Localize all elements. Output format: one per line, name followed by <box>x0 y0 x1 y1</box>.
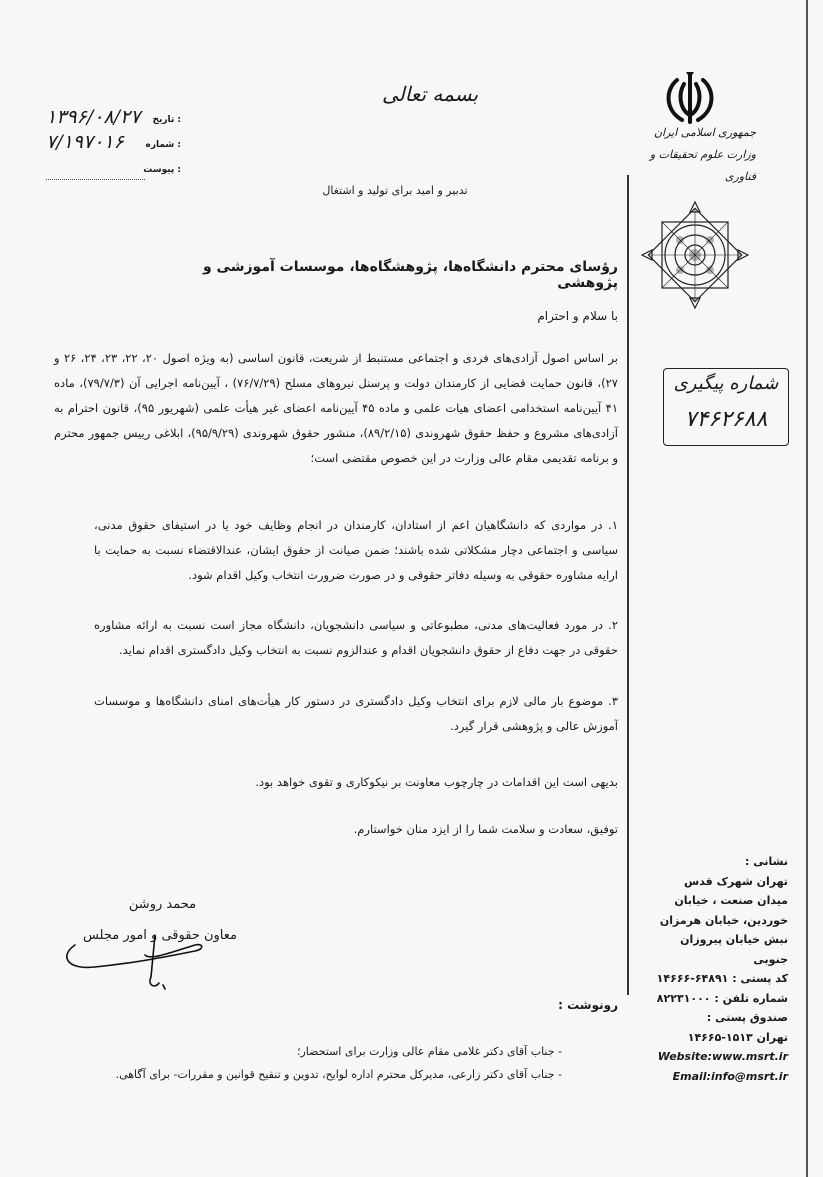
pobox-label: صندوق پستی : <box>706 1011 788 1024</box>
iran-emblem-icon <box>660 70 720 128</box>
date-field <box>46 106 181 132</box>
sidebar-divider <box>627 175 629 995</box>
address-line-4: نبش خیابان پیروزان جنوبی <box>680 933 788 966</box>
republic-name: جمهوری اسلامی ایران <box>653 126 756 139</box>
item-2-paragraph: ۲. در مورد فعالیت‌های مدنی، مطبوعاتی و سیاسی دانشجویان، دانشگاه مجاز است نسبت به ارائه مشاوره حقوقی در جهت دفاع از حقوق دانشجویان اقدام و عندالزوم نسبت به انتخاب وکیل دادگستری اقدام نماید. <box>94 618 618 657</box>
signatory-title: معاون حقوقی و امور مجلس <box>82 928 237 943</box>
number-field <box>46 131 181 157</box>
item-1-paragraph: ۱. در مواردی که دانشگاهیان اعم از استادان، کارمندان در انجام وظایف خود یا در استیفای حقوق مدنی، سیاسی و اجتماعی دچار مشکلاتی شده باشند؛ ضمن صیانت از حقوق ایشان، عندالاقتضاء نسبت به حمایت با ارایه مشاوره حقوقی به وسیله دفاتر حقوقی و در صورت ضرورت انتخاب وکیل اقدام شود. <box>94 518 618 582</box>
ministry-name: وزارت علوم تحقیقات و فناوری <box>649 148 756 183</box>
cc-item: - جناب آقای دکتر غلامی مقام عالی وزارت برای استحضار؛ <box>296 1045 562 1058</box>
intro-paragraph: بر اساس اصول آزادی‌های فردی و اجتماعی مستنبط از شریعت، قانون اساسی (به ویژه اصول ۲۰، ۲۲، ۲۳، ۲۴، ۲۶ و ۲۷)، قانون حمایت قضایی از کارمندان دولت و پرسنل نیروهای مسلح (۷۶/۷/۲۹) ، آیین‌نامه اجرایی آن (۷۹/۷/۳)، ماده ۴۱ آیین‌نامه استخدامی اعضای هیات علمی و ماده ۴۵ آیین‌نامه اعضای غیر هیأت علمی (شهریور ۹۵)، قانون احترام به آزادی‌های مشروع و حفظ حقوق شهروندی (۸۹/۲/۱۵)، منشور حقوق شهروندی (۹۵/۹/۲۹)، ابلاغی رییس جمهور محترم و برنامه تقدیمی مقام عالی وزارت در این خصوص مقتضی است؛ <box>54 351 619 465</box>
number-label: شماره : <box>145 140 181 150</box>
email-link[interactable]: Email:info@msrt.ir <box>672 1069 788 1083</box>
handwritten-signature <box>55 915 245 995</box>
phone-number: شماره تلفن : ۸۲۲۳۱۰۰۰ <box>656 991 788 1005</box>
item-3-paragraph: ۳. موضوع بار مالی لازم برای انتخاب وکیل دادگستری در دستور کار هیأت‌های امنای دانشگاه‌ها و موسسات آموزش عالی و پژوهشی قرار گیرد. <box>94 694 618 733</box>
postal-code: کد پستی : ۶۴۸۹۱-۱۴۶۶۶ <box>656 972 788 985</box>
address-line-1: تهران شهرک قدس <box>684 874 788 888</box>
attachment-field <box>46 162 181 182</box>
date-label: تاریخ : <box>152 115 181 125</box>
address-line-3: خوردین، خیابان هرمزان <box>659 913 788 927</box>
tracking-number: ۷۴۶۲۶۸۸ <box>684 407 768 432</box>
greeting: با سلام و احترام <box>537 309 618 323</box>
closing-paragraph: بدیهی است این اقدامات در چارچوب معاونت بر نیکوکاری و تقوی خواهد بود. <box>255 775 618 789</box>
regards-paragraph: توفیق، سعادت و سلامت شما را از ایزد منان خواستارم. <box>353 822 618 836</box>
address-label: نشانی : <box>745 855 788 868</box>
scan-edge-line <box>806 0 808 1177</box>
attachment-label: پیوست : <box>143 165 181 175</box>
tracking-label: شماره پیگیری <box>673 373 779 394</box>
ornament-icon <box>640 200 750 310</box>
tracking-number-box <box>663 368 789 446</box>
attachment-dots <box>46 179 145 180</box>
signatory-name: محمد روشن <box>128 897 197 912</box>
cc-item: - جناب آقای دکتر زارعی، مدیرکل محترم اداره لوایح، تدوین و تنقیح قوانین و مقررات- برای آگاهی. <box>115 1068 562 1081</box>
basmala-heading: بسمه تعالی <box>381 82 479 106</box>
slogan: تدبیر و امید برای تولید و اشتغال <box>322 184 468 197</box>
number-value: ۷/۱۹۷۰۱۶ <box>46 131 124 153</box>
address-line-2: میدان صنعت ، خیابان <box>674 894 788 907</box>
cc-heading: رونوشت : <box>558 998 618 1012</box>
website-link[interactable]: Website:www.msrt.ir <box>657 1050 788 1063</box>
address-block <box>646 852 788 1086</box>
pobox-value: تهران ۱۵۱۳-۱۴۶۶۵ <box>687 1030 788 1044</box>
date-value: ۱۳۹۶/۰۸/۲۷ <box>46 106 141 128</box>
recipient-heading: رؤسای محترم دانشگاه‌ها، پژوهشگاه‌ها، موسسات آموزشی و پژوهشی <box>202 259 618 291</box>
ministry-heading <box>628 122 756 188</box>
